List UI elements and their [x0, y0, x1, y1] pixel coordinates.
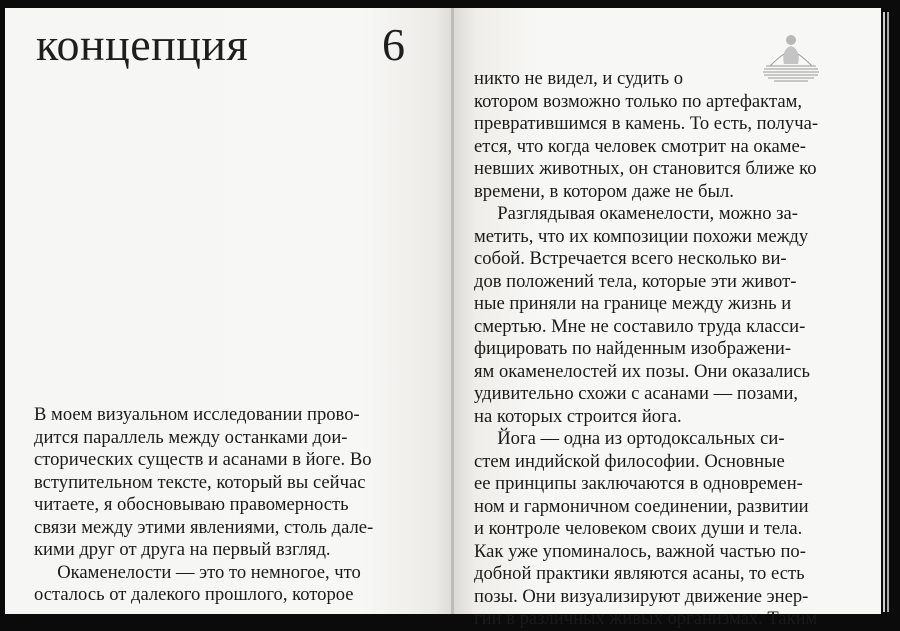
text-line: никто не видел, и судить о — [474, 68, 684, 89]
text-line: времени, в котором даже не был. — [474, 180, 734, 202]
text-line: Окаменелости — это то немногое, что — [34, 561, 361, 583]
text-line: связи между этими явлениями, столь дале- — [34, 516, 374, 538]
text-line: фицировать по найденным изображени- — [474, 338, 792, 359]
chapter-number: 6 — [382, 19, 405, 70]
text-line: гии в различных живых организмах. Таким — [474, 608, 818, 629]
text-line: вступительном тексте, который вы сейчас — [34, 471, 366, 493]
text-line: метить, что их композиции похожи между — [474, 225, 809, 247]
text-line: Разглядывая окаменелости, можно за- — [474, 203, 798, 224]
text-line: дов положений тела, которые эти живот- — [474, 270, 797, 292]
left-body-text — [34, 404, 416, 607]
text-line: сторических существ и асанами в йоге. Во — [34, 449, 372, 470]
text-line: и контроле человеком своих души и тела. — [474, 518, 803, 539]
text-line: добной практики являются асаны, то есть — [474, 563, 805, 584]
chapter-heading: концепция — [36, 19, 249, 70]
text-line: Как уже упоминалось, важной частью по- — [474, 540, 806, 562]
text-line: осталось от далекого прошлого, которое — [34, 584, 354, 605]
text-line: дится параллель между останками дои- — [34, 426, 348, 448]
right-body-text — [474, 68, 858, 631]
text-line: удивительно схожи с асанами — позами, — [474, 383, 799, 404]
book-gutter — [451, 8, 454, 614]
text-line: ные приняли на границе между жизнь и — [474, 293, 792, 314]
page-edge — [883, 12, 885, 612]
text-line: ется, что когда человек смотрит на окаме- — [474, 135, 806, 157]
meditating-figure-icon — [760, 30, 822, 86]
text-line: смертью. Мне не составило труда класси- — [474, 315, 806, 337]
text-line: невших животных, он становится ближе ко — [474, 158, 817, 179]
text-line: превратившимся в камень. То есть, получа- — [474, 113, 819, 134]
text-line: кими друг от друга на первый взгляд. — [34, 539, 331, 560]
text-line: ям окаменелостей их позы. Они оказались — [474, 360, 811, 382]
text-line: на которых строится йога. — [474, 405, 682, 427]
text-line: котором возможно только по артефактам, — [474, 90, 802, 112]
text-line: ном и гармоничном соединении, развитии — [474, 495, 809, 517]
text-line: Йога — одна из ортодоксальных си- — [474, 428, 785, 449]
page-edge — [887, 12, 889, 612]
text-line: собой. Встречается всего несколько ви- — [474, 248, 787, 269]
text-line: ее принципы заключаются в одновремен- — [474, 473, 803, 494]
text-line: позы. Они визуализируют движение энер- — [474, 585, 809, 607]
text-line: стем индийской философии. Основные — [474, 450, 785, 472]
text-line: читаете, я обосновываю правомерность — [34, 494, 349, 515]
text-line: В моем визуальном исследовании прово- — [34, 404, 360, 425]
